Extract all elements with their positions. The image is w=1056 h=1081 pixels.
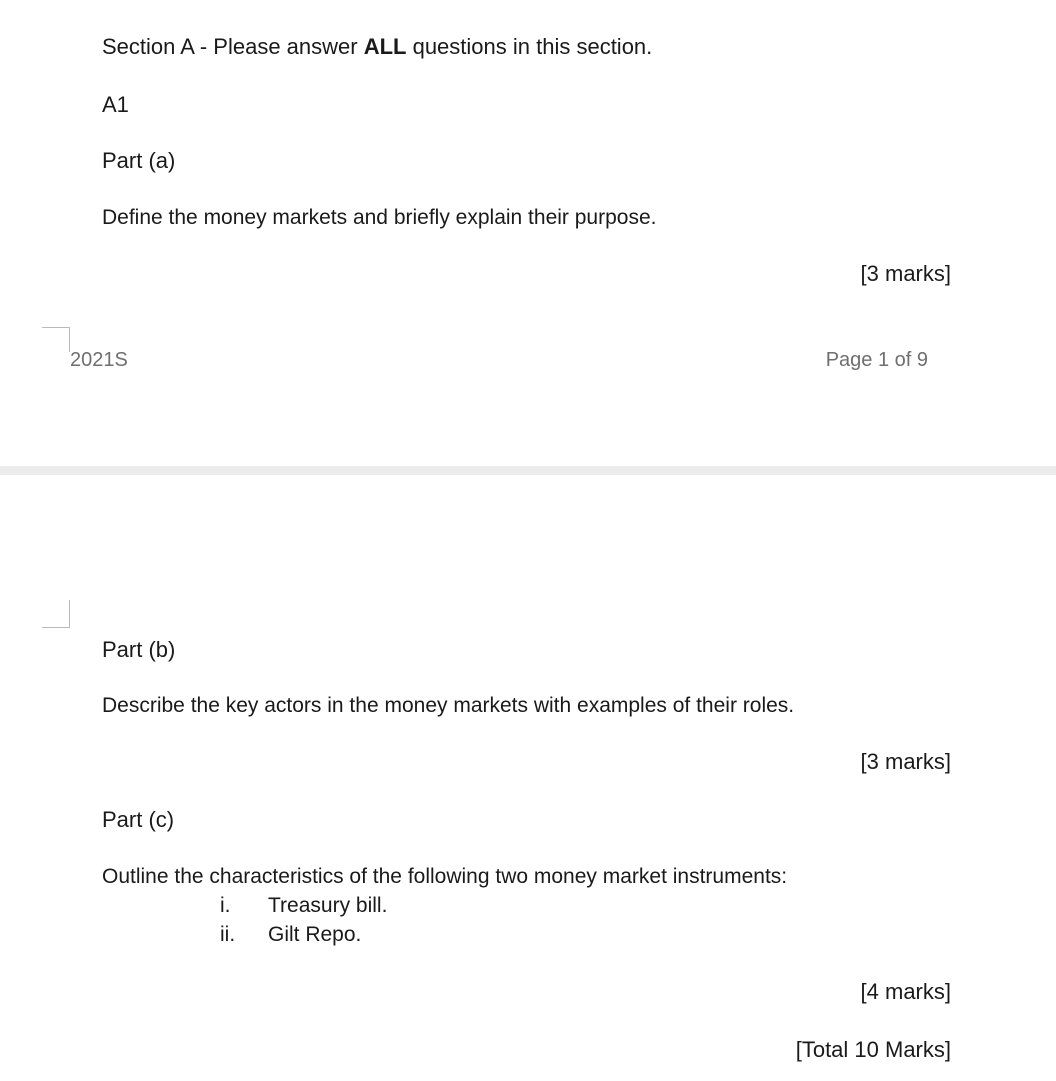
section-heading-emphasis: ALL	[363, 34, 407, 59]
list-item-text: Treasury bill.	[268, 894, 388, 917]
total-marks: [Total 10 Marks]	[795, 1037, 951, 1062]
list-item-number: i.	[220, 894, 231, 917]
part-b-label: Part (b)	[102, 637, 176, 662]
list-item-text: Gilt Repo.	[268, 923, 362, 946]
part-c-label: Part (c)	[102, 807, 175, 832]
crop-mark-top-left	[42, 327, 70, 352]
part-a-question: Define the money markets and briefly explain their purpose.	[102, 206, 657, 229]
part-c-marks: [4 marks]	[860, 979, 951, 1004]
list-item-number: ii.	[220, 923, 236, 946]
section-heading-suffix: questions in this section.	[406, 34, 653, 59]
part-b-marks: [3 marks]	[860, 749, 951, 774]
footer-code: 2021S	[70, 349, 128, 371]
section-heading-prefix: Section A - Please answer	[102, 34, 364, 59]
part-a-marks: [3 marks]	[860, 261, 951, 286]
part-b-question: Describe the key actors in the money markets with examples of their roles.	[102, 694, 795, 717]
question-label: A1	[102, 92, 129, 117]
page-break	[0, 466, 1056, 475]
part-c-question: Outline the characteristics of the following two money market instruments:	[102, 865, 788, 888]
footer-page-number: Page 1 of 9	[825, 349, 928, 371]
part-a-label: Part (a)	[102, 148, 176, 173]
section-heading	[102, 34, 652, 60]
crop-mark-bottom-left	[42, 600, 70, 628]
